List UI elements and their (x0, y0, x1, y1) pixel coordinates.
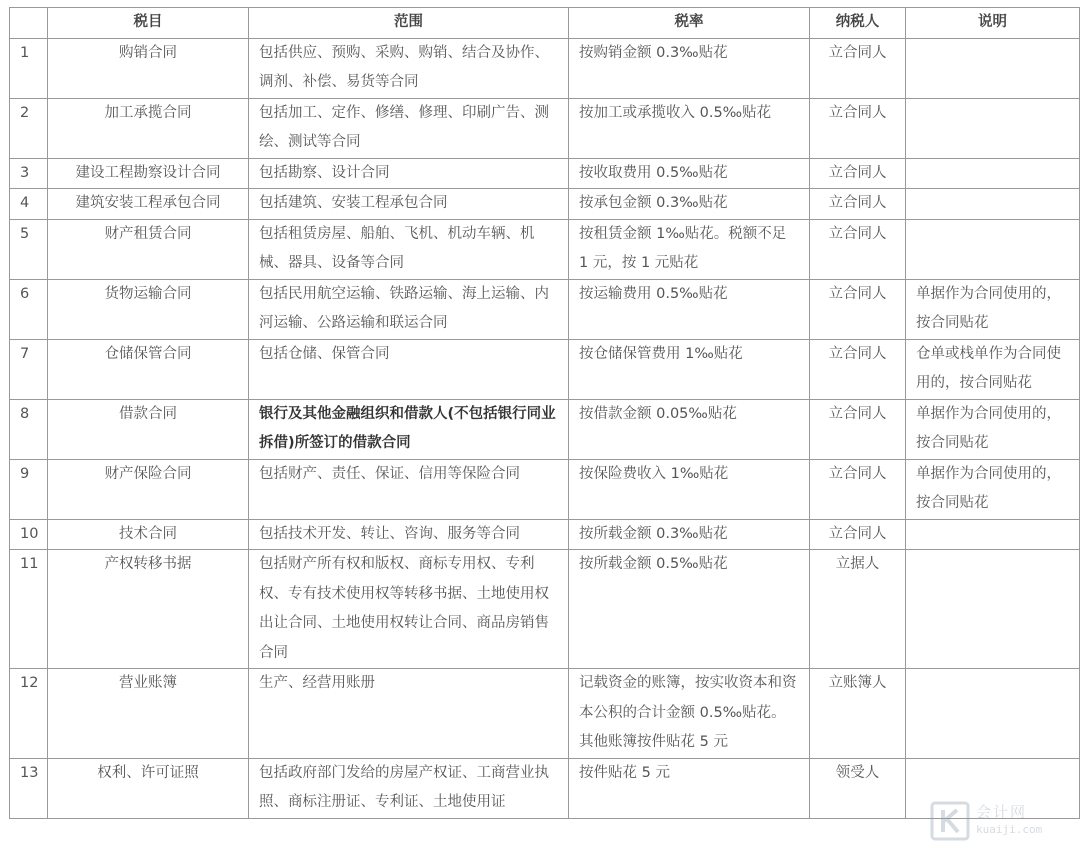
k-logo-icon (930, 801, 970, 841)
cell-tax-item: 建设工程勘察设计合同 (48, 158, 249, 189)
cell-note: 单据作为合同使用的，按合同贴花 (906, 279, 1080, 339)
cell-taxpayer: 领受人 (810, 758, 906, 818)
table-row (10, 158, 1080, 189)
cell-note: 单据作为合同使用的，按合同贴花 (906, 399, 1080, 459)
cell-taxpayer: 立据人 (810, 550, 906, 669)
cell-tax-rate: 记载资金的账簿，按实收资本和资本公积的合计金额 0.5‰贴花。其他账簿按件贴花 5 元 (569, 669, 810, 759)
cell-tax-rate: 按所载金额 0.5‰贴花 (569, 550, 810, 669)
cell-note: 单据作为合同使用的，按合同贴花 (906, 459, 1080, 519)
cell-index: 1 (10, 38, 48, 98)
table-row (10, 98, 1080, 158)
table-row (10, 550, 1080, 669)
cell-scope: 银行及其他金融组织和借款人(不包括银行同业拆借)所签订的借款合同 (249, 399, 569, 459)
cell-taxpayer: 立账簿人 (810, 669, 906, 759)
cell-note (906, 219, 1080, 279)
cell-tax-rate: 按购销金额 0.3‰贴花 (569, 38, 810, 98)
cell-scope: 包括财产所有权和版权、商标专用权、专利权、专有技术使用权等转移书据、土地使用权出让合同、土地使用权转让合同、商品房销售合同 (249, 550, 569, 669)
cell-taxpayer: 立合同人 (810, 279, 906, 339)
table-row (10, 279, 1080, 339)
cell-index: 5 (10, 219, 48, 279)
cell-taxpayer: 立合同人 (810, 399, 906, 459)
cell-taxpayer: 立合同人 (810, 189, 906, 220)
cell-index: 2 (10, 98, 48, 158)
cell-note: 仓单或栈单作为合同使用的，按合同贴花 (906, 339, 1080, 399)
cell-taxpayer: 立合同人 (810, 219, 906, 279)
table-body (10, 38, 1080, 818)
header-note: 说明 (906, 8, 1080, 39)
cell-tax-item: 购销合同 (48, 38, 249, 98)
cell-taxpayer: 立合同人 (810, 98, 906, 158)
cell-scope: 包括建筑、安装工程承包合同 (249, 189, 569, 220)
cell-tax-item: 技术合同 (48, 519, 249, 550)
stamp-duty-table (9, 7, 1080, 819)
cell-scope: 包括民用航空运输、铁路运输、海上运输、内河运输、公路运输和联运合同 (249, 279, 569, 339)
cell-scope: 包括勘察、设计合同 (249, 158, 569, 189)
cell-index: 11 (10, 550, 48, 669)
cell-index: 4 (10, 189, 48, 220)
table-header-row (10, 8, 1080, 39)
cell-index: 9 (10, 459, 48, 519)
cell-tax-rate: 按承包金额 0.3‰贴花 (569, 189, 810, 220)
cell-scope: 包括加工、定作、修缮、修理、印刷广告、测绘、测试等合同 (249, 98, 569, 158)
cell-index: 10 (10, 519, 48, 550)
table-row (10, 219, 1080, 279)
cell-index: 13 (10, 758, 48, 818)
cell-scope: 包括政府部门发给的房屋产权证、工商营业执照、商标注册证、专利证、土地使用证 (249, 758, 569, 818)
cell-taxpayer: 立合同人 (810, 339, 906, 399)
cell-index: 6 (10, 279, 48, 339)
cell-tax-rate: 按租赁金额 1‰贴花。税额不足 1 元，按 1 元贴花 (569, 219, 810, 279)
cell-taxpayer: 立合同人 (810, 459, 906, 519)
cell-tax-item: 权利、许可证照 (48, 758, 249, 818)
cell-note (906, 519, 1080, 550)
cell-scope: 生产、经营用账册 (249, 669, 569, 759)
cell-index: 3 (10, 158, 48, 189)
cell-tax-item: 借款合同 (48, 399, 249, 459)
watermark (930, 799, 1080, 845)
cell-index: 12 (10, 669, 48, 759)
cell-tax-item: 仓储保管合同 (48, 339, 249, 399)
table-row (10, 38, 1080, 98)
header-scope: 范围 (249, 8, 569, 39)
watermark-en-text: kuaiji.com (976, 823, 1043, 836)
table-row (10, 339, 1080, 399)
stamp-duty-table-container (9, 7, 1080, 819)
cell-tax-rate: 按运输费用 0.5‰贴花 (569, 279, 810, 339)
cell-tax-item: 建筑安装工程承包合同 (48, 189, 249, 220)
cell-scope: 包括仓储、保管合同 (249, 339, 569, 399)
table-row (10, 189, 1080, 220)
cell-taxpayer: 立合同人 (810, 158, 906, 189)
cell-scope: 包括租赁房屋、船舶、飞机、机动车辆、机械、器具、设备等合同 (249, 219, 569, 279)
cell-tax-rate: 按所载金额 0.3‰贴花 (569, 519, 810, 550)
header-index (10, 8, 48, 39)
table-row (10, 669, 1080, 759)
cell-tax-item: 财产保险合同 (48, 459, 249, 519)
cell-tax-rate: 按加工或承揽收入 0.5‰贴花 (569, 98, 810, 158)
cell-scope: 包括供应、预购、采购、购销、结合及协作、调剂、补偿、易货等合同 (249, 38, 569, 98)
cell-tax-rate: 按件贴花 5 元 (569, 758, 810, 818)
cell-taxpayer: 立合同人 (810, 519, 906, 550)
cell-tax-rate: 按仓储保管费用 1‰贴花 (569, 339, 810, 399)
cell-scope: 包括技术开发、转让、咨询、服务等合同 (249, 519, 569, 550)
watermark-cn-text: 会计网 (976, 803, 1028, 821)
header-tax-item: 税目 (48, 8, 249, 39)
cell-note (906, 98, 1080, 158)
cell-index: 8 (10, 399, 48, 459)
cell-tax-item: 加工承揽合同 (48, 98, 249, 158)
cell-tax-item: 产权转移书据 (48, 550, 249, 669)
cell-note (906, 189, 1080, 220)
cell-taxpayer: 立合同人 (810, 38, 906, 98)
table-row (10, 758, 1080, 818)
cell-tax-item: 财产租赁合同 (48, 219, 249, 279)
cell-note (906, 669, 1080, 759)
cell-tax-item: 营业账簿 (48, 669, 249, 759)
cell-note (906, 550, 1080, 669)
cell-tax-rate: 按收取费用 0.5‰贴花 (569, 158, 810, 189)
table-row (10, 519, 1080, 550)
cell-tax-rate: 按保险费收入 1‰贴花 (569, 459, 810, 519)
cell-tax-rate: 按借款金额 0.05‰贴花 (569, 399, 810, 459)
header-taxpayer: 纳税人 (810, 8, 906, 39)
cell-note (906, 158, 1080, 189)
cell-tax-item: 货物运输合同 (48, 279, 249, 339)
table-row (10, 399, 1080, 459)
cell-scope: 包括财产、责任、保证、信用等保险合同 (249, 459, 569, 519)
cell-index: 7 (10, 339, 48, 399)
table-row (10, 459, 1080, 519)
header-tax-rate: 税率 (569, 8, 810, 39)
cell-note (906, 38, 1080, 98)
